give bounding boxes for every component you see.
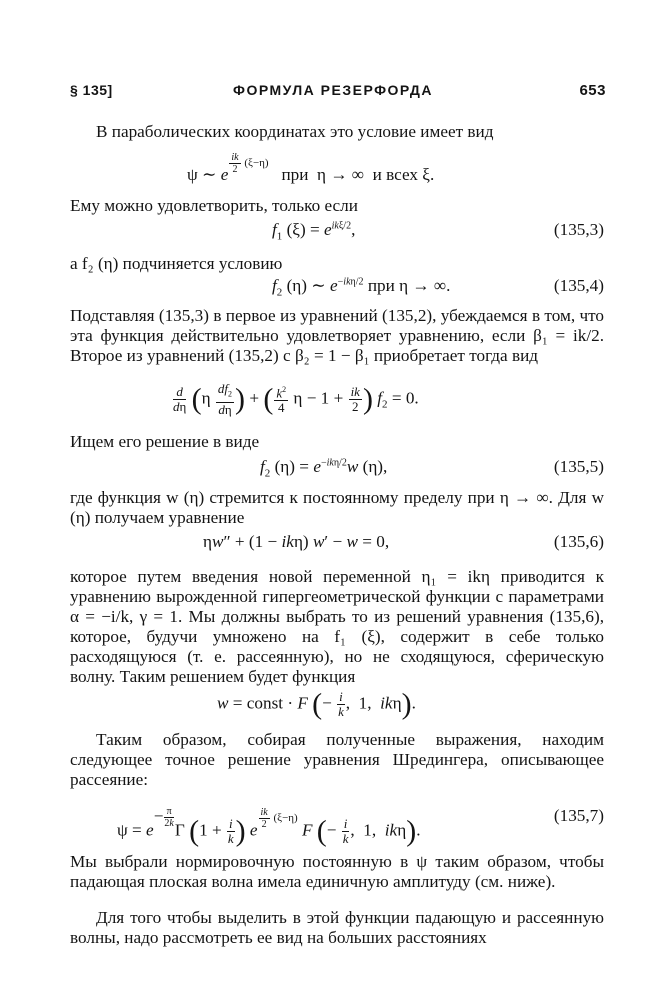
paragraph: где функция w (η) стремится к постоянному пределу при η → ∞. Для w (η) получаем уравнение — [70, 488, 604, 527]
equation-135-4: $f_2$ (η) ∼ $e^{-ik\eta/2}$ при η → ∞. — [272, 276, 451, 299]
equation-ode-f2: $\frac{d}{d\eta}$ (η $\frac{df_2}{d\eta}$ ) + ( $\frac{k^2}{4}$ η − 1 + $\frac{ik}{2}$ ) $f_2 = 0$. — [173, 381, 419, 417]
equation-number: (135,3) — [553, 220, 604, 239]
paragraph: Ему можно удовлетворить, только если — [70, 196, 358, 215]
equation-135-5: $f_2$ $(\eta) = e^{-ik\eta/2}w$ (η), — [260, 457, 388, 480]
equation-135-6: ηw″ + (1 − ikη) w′ − w = 0, — [203, 532, 390, 551]
equation-135-3: $f_1$ $(\xi) = e^{ik\xi/2}$, — [272, 220, 356, 243]
section-number: § 135] — [70, 82, 113, 98]
equation-solution-w: w = const · F (− $\frac{i}{k}$ , 1, ikη). — [217, 687, 416, 721]
paragraph: Мы выбрали нормировочную постоянную в ψ таким образом, чтобы падающая плоская волна имела единичную амплитуду (см. ниже). — [70, 852, 604, 891]
equation-number: (135,5) — [553, 457, 604, 476]
paragraph: Таким образом, собирая полученные выражения, находим следующее точное решение уравнения Шредингера, описывающее рассеяние: — [70, 730, 604, 789]
equation-number: (135,4) — [553, 276, 604, 295]
equation-number: (135,7) — [553, 806, 604, 825]
paragraph: Подставляя (135,3) в первое из уравнений (135,2), убеждаемся в том, что эта функция действительно удовлетворяет уравнению, если β₁ = ik/2. Второе из уравнений (135,2) с β₂ = 1 − β₁ приобретает тогда вид — [70, 306, 604, 365]
equation-number: (135,6) — [553, 532, 604, 551]
equation-135-7: ψ = e− $\frac{\pi}{2k}$ Γ (1 + $\frac{i}{k}$ ) e $\frac{ik}{2}$ (ξ−η) F (− $\frac{i}{k}$ , 1, ikη). — [117, 806, 421, 848]
running-title: ФОРМУЛА РЕЗЕРФОРДА — [233, 82, 433, 98]
paragraph: Ищем его решение в виде — [70, 432, 260, 451]
paragraph: Для того чтобы выделить в этой функции падающую и рассеянную волны, надо рассмотреть ее вид на больших расстояниях — [70, 908, 604, 947]
equation-asymptotic-psi: ψ ∼ e $\frac{ik}{2}$ (ξ−η) при η → ∞ и всех ξ. — [187, 152, 435, 185]
page-number: 653 — [579, 82, 606, 99]
paragraph: а f₂ (η) подчиняется условию — [70, 254, 283, 273]
paragraph: В параболических координатах это условие имеет вид — [96, 122, 494, 141]
paragraph: которое путем введения новой переменной η₁ = ikη приводится к уравнению вырожденной гипергеометрической функции с параметрами α = −i/k, γ = 1. Мы должны выбрать то из решений уравнения (135,6), которое, будучи умножено на f₁ (ξ), содержит в себе только расходящуюся (т. е. рассеянную), но не сходящуюся, сферическую волну. Таким решением будет функция — [70, 567, 604, 686]
